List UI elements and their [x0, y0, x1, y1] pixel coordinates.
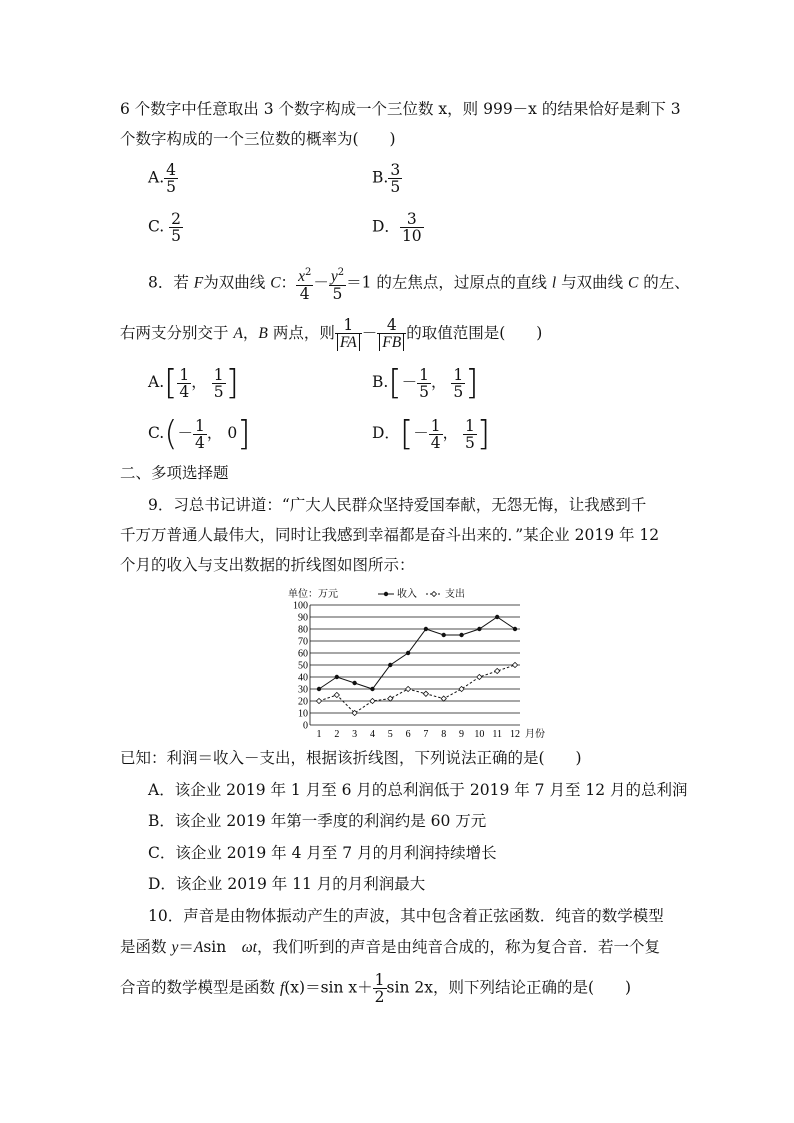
- y-tick-label: 40: [298, 672, 308, 684]
- income-point: [442, 633, 446, 637]
- expense-point: [405, 686, 410, 691]
- section-heading: 二、多项选择题: [120, 464, 229, 482]
- income-point: [477, 627, 481, 631]
- income-point: [370, 687, 374, 691]
- y-tick-label: 100: [293, 600, 308, 612]
- x-tick-label: 2: [334, 729, 340, 738]
- chart-legend: [378, 588, 465, 600]
- expense-point: [423, 691, 428, 696]
- q7-option-a[interactable]: A. $\frac{4}{5}$: [148, 161, 176, 196]
- income-point: [424, 627, 428, 631]
- x-tick-label: 9: [459, 729, 465, 738]
- x-tick-label: 8: [441, 729, 447, 738]
- expense-point: [495, 668, 500, 673]
- q7-line1: 6 个数字中任意取出 3 个数字构成一个三位数 x，则 999－x 的结果恰好是剩下 3: [120, 100, 681, 118]
- income-point: [317, 687, 321, 691]
- y-tick-label: 70: [298, 636, 308, 648]
- expense-point: [441, 696, 446, 701]
- income-point: [459, 633, 463, 637]
- q9-option-c[interactable]: C．该企业 2019 年 4 月至 7 月的月利润持续增长: [148, 844, 497, 862]
- x-tick-label: 3: [352, 729, 358, 738]
- expense-point: [316, 698, 321, 703]
- expense-point: [388, 696, 393, 701]
- y-tick-label: 10: [298, 708, 308, 720]
- income-point: [388, 663, 392, 667]
- x-tick-label: 7: [423, 729, 429, 738]
- q9-line1: 9．习总书记讲道：“广大人民群众坚持爱国奉献，无怨无悔，让我感到千: [148, 496, 647, 514]
- y-tick-label: 30: [298, 684, 308, 696]
- income-point: [406, 651, 410, 655]
- income-point: [513, 627, 517, 631]
- chart-unit-label: 单位：万元: [288, 589, 338, 600]
- q8-line2: 右两支分别交于 A，B 两点，则 $\frac{1}{FA}$ － $\frac{4}{FB}$ 的取值范围是( ): [120, 316, 543, 351]
- expense-point: [477, 674, 482, 679]
- q9-option-b[interactable]: B．该企业 2019 年第一季度的利润约是 60 万元: [148, 812, 487, 830]
- y-tick-label: 20: [298, 696, 308, 708]
- q9-option-d[interactable]: D．该企业 2019 年 11 月的月利润最大: [148, 875, 426, 893]
- q8-line1: 8．若 F为双曲线 C： $\frac{x^2}{4}$ － $\frac{y^2}{5}$ ＝1 的左焦点，过原点的直线 l 与双曲线 C 的左、: [148, 267, 690, 304]
- y-tick-label: 50: [298, 660, 308, 672]
- expense-point: [334, 692, 339, 697]
- q8-option-a[interactable]: A.[ $\frac{1}{4}$ ， $\frac{1}{5}$ ]: [148, 363, 239, 403]
- income-point: [335, 675, 339, 679]
- x-tick-label: 10: [474, 729, 485, 738]
- q8-option-c[interactable]: C.(－ $\frac{1}{4}$ ， 0]: [148, 414, 251, 454]
- x-tick-label: 6: [405, 729, 411, 738]
- q8-option-d[interactable]: D．[－ $\frac{1}{4}$ ， $\frac{1}{5}$ ]: [372, 414, 491, 454]
- q8-option-b[interactable]: B.[－ $\frac{1}{5}$ ， $\frac{1}{5}$ ]: [372, 363, 479, 403]
- q9-line2: 千万万普通人最伟大，同时让我感到幸福都是奋斗出来的．”某企业 2019 年 12: [120, 526, 660, 544]
- legend-expense: 支出: [445, 589, 465, 600]
- income-point: [352, 681, 356, 685]
- q9-option-a[interactable]: A．该企业 2019 年 1 月至 6 月的总利润低于 2019 年 7 月至 12 月的总利润: [148, 781, 688, 799]
- q7-option-d[interactable]: D． $\frac{3}{10}$: [372, 210, 422, 245]
- x-tick-label: 1: [316, 729, 322, 738]
- q10-line2: 是函数 y＝Asin ωt，我们听到的声音是由纯音合成的，称为复合音．若一个复: [120, 938, 660, 956]
- x-tick-label: 5: [387, 729, 393, 738]
- q10-line3: 合音的数学模型是函数 f(x)＝sin x＋ $\frac{1}{2}$ sin 2x，则下列结论正确的是( ): [120, 971, 632, 1006]
- x-tick-label: 11: [492, 729, 503, 738]
- legend-income: 收入: [397, 589, 417, 600]
- y-tick-label: 90: [298, 612, 308, 624]
- x-tick-label: 12: [510, 729, 520, 738]
- q7-option-b[interactable]: B. $\frac{3}{5}$: [372, 161, 401, 196]
- q7-line2: 个数字构成的一个三位数的概率为( ): [120, 130, 396, 148]
- q9-question: 已知：利润＝收入－支出，根据该折线图，下列说法正确的是( ): [120, 749, 582, 767]
- x-tick-label: 4: [369, 729, 375, 738]
- y-tick-label: 80: [298, 624, 308, 636]
- y-tick-label: 0: [303, 720, 308, 732]
- income-expense-line-chart: [280, 588, 550, 738]
- expense-point: [512, 662, 517, 667]
- income-point: [495, 615, 499, 619]
- q9-line3: 个月的收入与支出数据的折线图如图所示：: [120, 556, 415, 574]
- q10-line1: 10．声音是由物体振动产生的声波，其中包含着正弦函数．纯音的数学模型: [148, 907, 664, 925]
- x-axis-label: 月份: [525, 729, 545, 738]
- q7-option-c[interactable]: C. $\frac{2}{5}$: [148, 210, 182, 245]
- y-tick-label: 60: [298, 648, 308, 660]
